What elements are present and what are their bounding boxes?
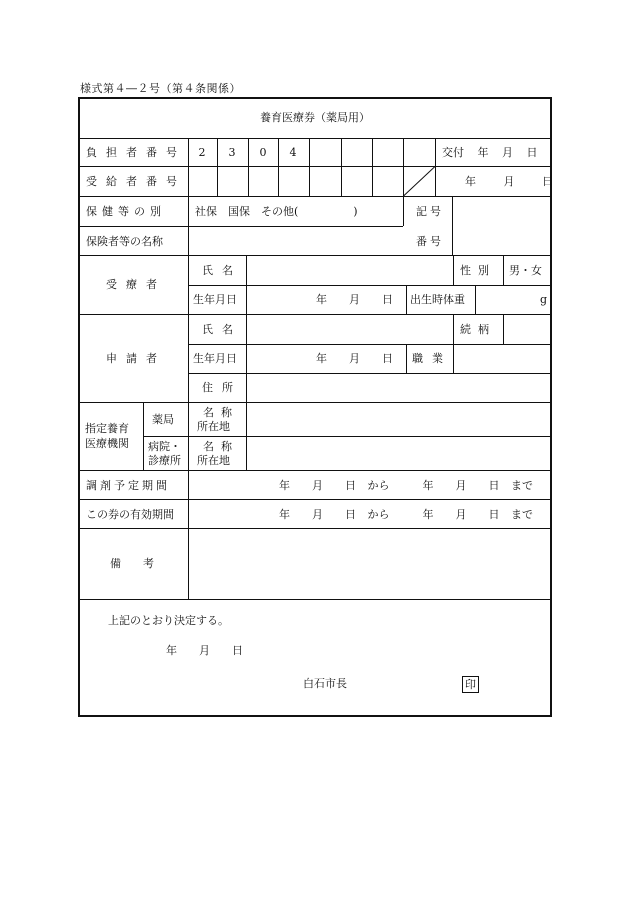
patient-sex-label: 性別 <box>460 264 496 277</box>
hospital-label-line1: 病院・ <box>148 440 181 453</box>
form-title: 養育医療券（薬局用） <box>260 111 370 124</box>
patient-dob-value: 年 月 日 <box>316 293 393 306</box>
hospital-label-line2: 診療所 <box>148 454 181 467</box>
valid-period-value: 年 月 日 から 年 月 日 まで <box>279 508 533 521</box>
institution-label-line2: 医療機関 <box>85 437 129 450</box>
birth-weight-unit: g <box>540 293 548 306</box>
seal-mark: 印 <box>462 676 479 693</box>
pharmacy-location-label: 所在地 <box>197 420 230 433</box>
burden-digit-4: 4 <box>289 146 297 159</box>
patient-dob-label: 生年月日 <box>193 293 237 306</box>
institution-label-line1: 指定養育 <box>85 422 129 435</box>
pharmacy-label: 薬局 <box>152 413 174 426</box>
pharmacy-name-label: 名称 <box>203 406 239 419</box>
applicant-dob-label: 生年月日 <box>193 352 237 365</box>
patient-name-label: 氏名 <box>202 264 242 277</box>
burden-digit-1: 2 <box>198 146 206 159</box>
applicant-label: 申請者 <box>106 352 166 365</box>
insurer-name-label: 保険者等の名称 <box>86 235 163 248</box>
symbol-label: 記号 <box>416 205 444 218</box>
applicant-dob-value: 年 月 日 <box>316 352 393 365</box>
applicant-relation-label: 続柄 <box>460 323 496 336</box>
insurance-type-label: 保健等の別 <box>86 205 166 218</box>
form-number-label: 様式第４―２号（第４条関係） <box>80 82 241 95</box>
applicant-job-label: 職業 <box>412 352 452 365</box>
burden-digit-2: 3 <box>228 146 236 159</box>
issuer-name: 白石市長 <box>303 677 347 690</box>
patient-sex-options: 男・女 <box>509 264 542 277</box>
number-label: 番号 <box>416 235 444 248</box>
birth-weight-label: 出生時体重 <box>410 293 465 306</box>
hospital-name-label: 名称 <box>203 440 239 453</box>
patient-label: 受療者 <box>106 278 166 291</box>
burden-number-label: 負担者番号 <box>86 146 186 159</box>
dispensing-period-label: 調剤予定期間 <box>86 479 170 492</box>
issue-date-label: 交付 年 月 日 <box>442 146 538 159</box>
decision-text: 上記のとおり決定する。 <box>108 614 229 627</box>
recipient-date: 年 月 日 <box>465 175 553 188</box>
hospital-location-label: 所在地 <box>197 454 230 467</box>
decision-date: 年 月 日 <box>166 644 243 657</box>
valid-period-label: この券の有効期間 <box>86 508 174 521</box>
applicant-name-label: 氏名 <box>202 323 242 336</box>
insurance-type-options: 社保 国保 その他( ) <box>195 205 358 218</box>
dispensing-period-value: 年 月 日 から 年 月 日 まで <box>279 479 533 492</box>
recipient-number-label: 受給者番号 <box>86 175 186 188</box>
applicant-address-label: 住所 <box>202 381 242 394</box>
remarks-label: 備考 <box>110 557 176 570</box>
burden-digit-3: 0 <box>259 146 267 159</box>
